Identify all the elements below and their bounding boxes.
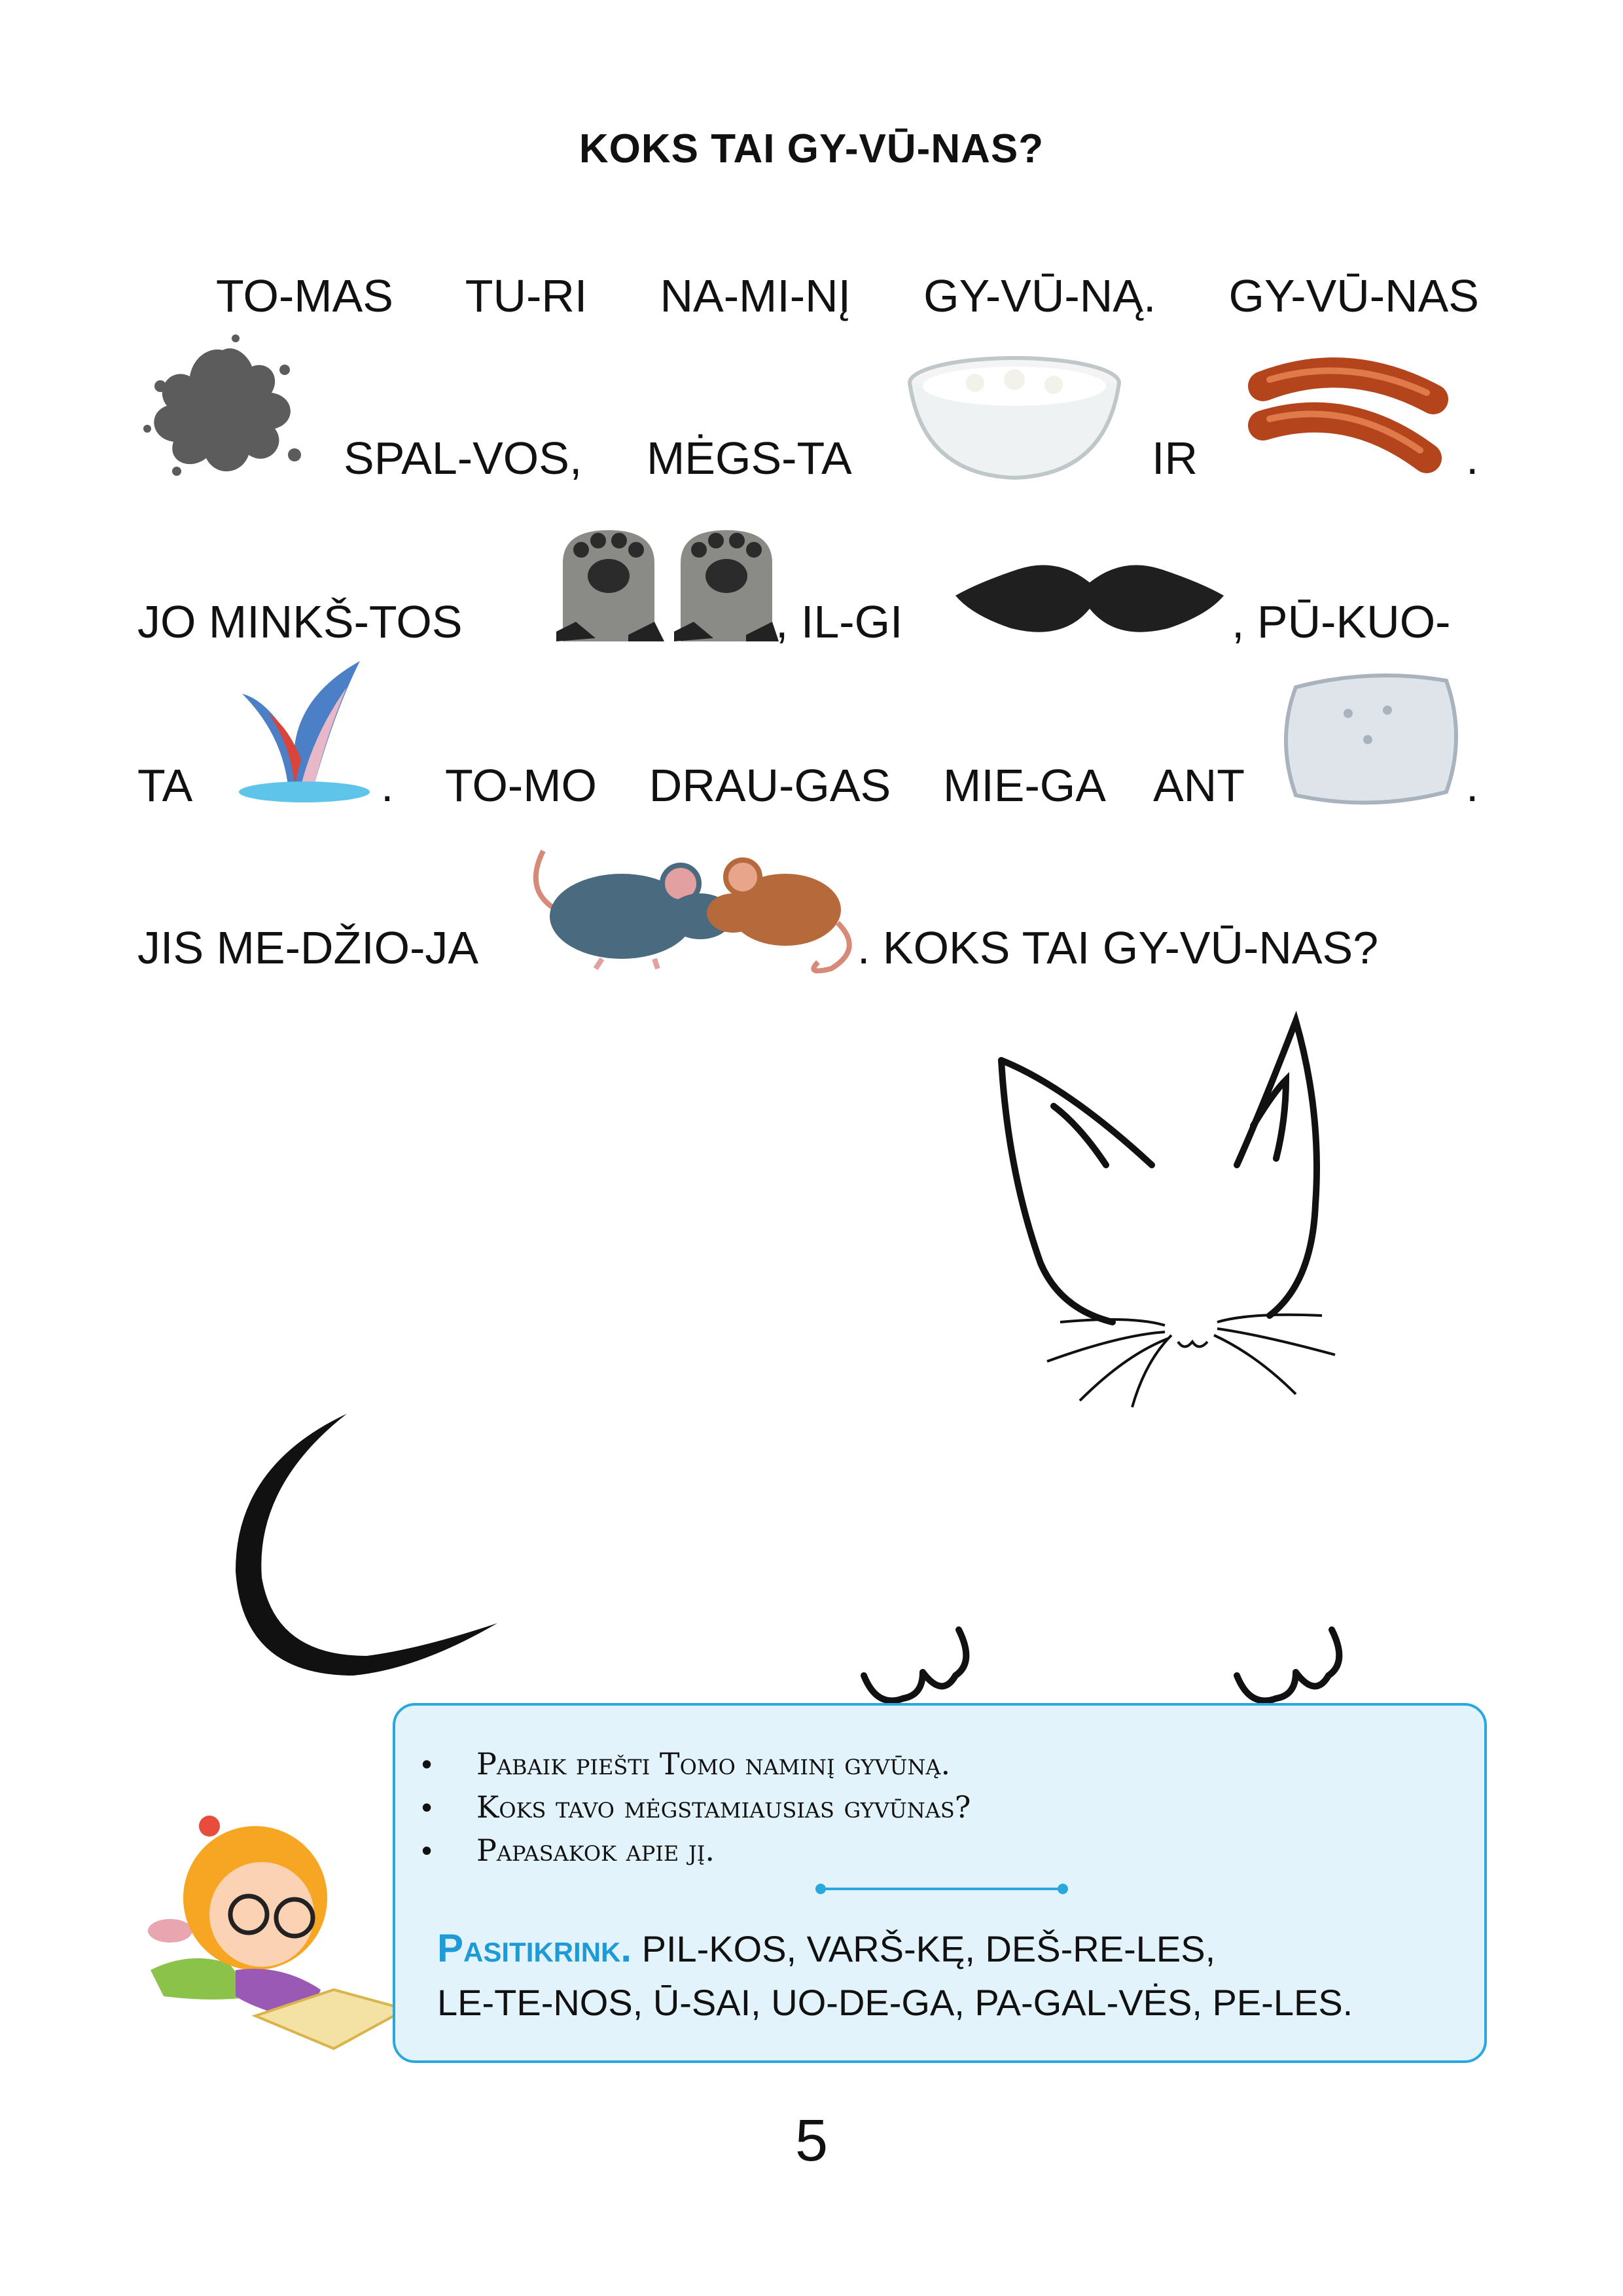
task-panel (393, 1703, 1487, 2063)
task-item-2: • Koks tavo mėgstamiausias gyvūnas? (421, 1785, 971, 1829)
mustache-icon (952, 556, 1227, 648)
cat-paws-icon (556, 524, 779, 641)
pillow-icon (1276, 661, 1466, 812)
answer-heading: Pasitikrink. (437, 1926, 632, 1970)
word-medzioja: JIS ME-DŽIO-JA (137, 922, 479, 973)
word-tomo-draugas: . TO-MO DRAU-GAS MIE-GA ANT (381, 760, 1245, 811)
sausages-icon (1237, 353, 1459, 484)
cat-paw-left (851, 1617, 995, 1715)
word-jo-minkstos: JO MINKŠ-TOS (137, 596, 463, 647)
girl-reading-illustration (137, 1800, 412, 2062)
word-spalvos: SPAL-VOS, (344, 433, 582, 484)
answer-text-1: PIL-KOS, VARŠ-KĘ, DEŠ-RE-LES, (641, 1928, 1216, 1969)
task-item-3: • Papasakok apie jį. (421, 1829, 971, 1872)
period-1: . (1466, 433, 1479, 484)
answer-block (437, 1922, 1353, 2030)
cat-tail-outline (223, 1401, 524, 1689)
page-title: KOKS TAI GY-VŪ-NAS? (579, 126, 1044, 171)
fish-tail-icon (229, 655, 380, 805)
cat-head-outline (1001, 1021, 1317, 1322)
page-number: 5 (794, 2108, 829, 2174)
word-ir: IR (1152, 433, 1198, 484)
answer-text-2: LE-TE-NOS, Ū-SAI, UO-DE-GA, PA-GAL-VĖS, PE-LES. (437, 1982, 1353, 2023)
word-megsta: MĖGS-TA (647, 433, 852, 484)
cat-paw-right (1224, 1617, 1368, 1715)
cottage-cheese-bowl-icon (903, 353, 1126, 484)
cat-whiskers (1047, 1315, 1335, 1407)
answer-line-1 (437, 1922, 1353, 1976)
task-item-1: • Pabaik piešti Tomo naminį gyvūną. (421, 1742, 971, 1785)
cat-outline-drawing (955, 1008, 1361, 1440)
period-2: . (1466, 760, 1479, 811)
word-pukuo: , PŪ-KUO- (1232, 596, 1451, 647)
story-line-1 (216, 270, 1479, 322)
story-line-1-text: TO-MAS TU-RI NA-MI-NĮ GY-VŪ-NĄ. GY-VŪ-NAS (216, 270, 1479, 321)
word-ta: TA (137, 760, 193, 811)
word-koks-tai: . KOKS TAI GY-VŪ-NAS? (857, 922, 1379, 973)
word-ilgi: , IL-GI (776, 596, 903, 647)
task-list (421, 1742, 971, 1872)
gray-paint-splat-icon (137, 331, 308, 481)
mice-icon (524, 831, 864, 975)
divider-line (814, 1882, 1069, 1895)
